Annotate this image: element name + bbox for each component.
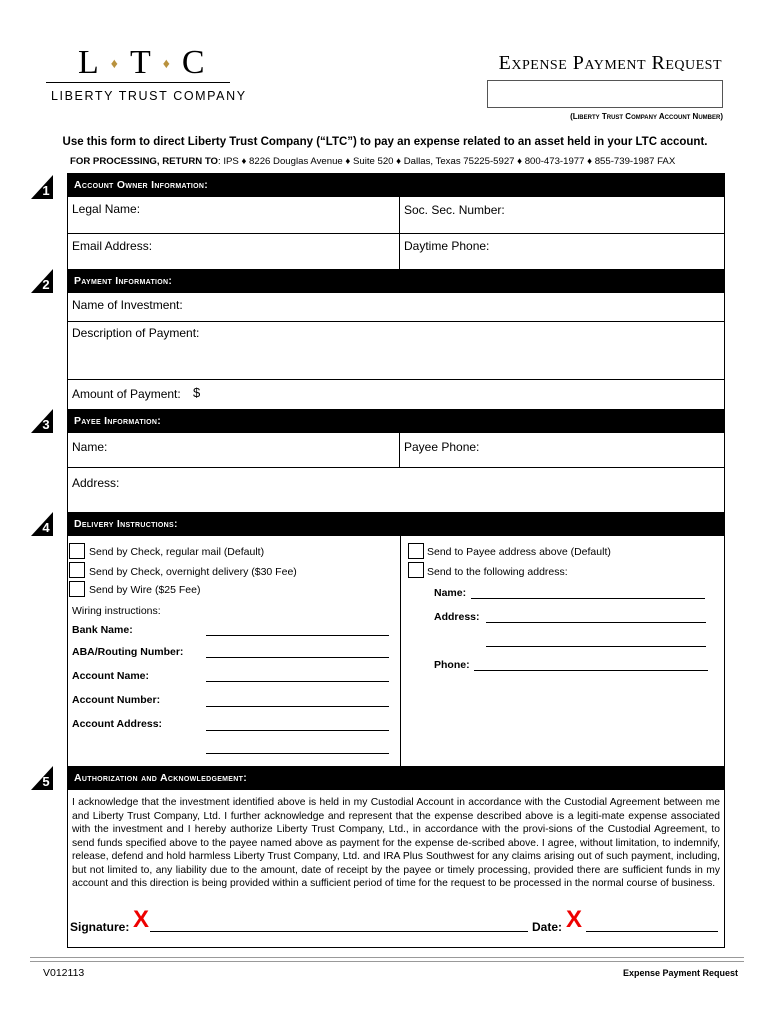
account-name-label: Account Name: (72, 670, 150, 682)
aba-line[interactable] (206, 657, 389, 658)
check-overnight-checkbox[interactable] (69, 562, 85, 578)
signature-x-mark: X (133, 906, 150, 933)
recipient-address-line-2[interactable] (486, 646, 706, 647)
section-number-badge (31, 175, 53, 199)
svg-text:4: 4 (42, 520, 50, 535)
recipient-name-label: Name: (434, 587, 467, 599)
section-number-badge (31, 409, 53, 433)
section-header-account-owner: Account Owner Information: (67, 173, 725, 197)
payee-name-label: Name: (72, 440, 108, 454)
section-header-payee: Payee Information: (67, 409, 725, 433)
daytime-phone-label: Daytime Phone: (404, 239, 490, 253)
account-number-field[interactable] (487, 80, 723, 108)
recipient-name-line[interactable] (471, 598, 705, 599)
email-label: Email Address: (72, 239, 153, 253)
bank-name-label: Bank Name: (72, 624, 133, 636)
logo (78, 44, 205, 82)
aba-label: ABA/Routing Number: (72, 646, 184, 658)
logo-letter: L (78, 44, 99, 81)
processing-details: : IPS ♦ 8226 Douglas Avenue ♦ Suite 520 ♦ Dallas, Texas 75225-5927 ♦ 800-473-1977 ♦ 855-739-1987 FAX (218, 156, 676, 167)
check-overnight-label: Send by Check, overnight delivery ($30 Fee) (89, 566, 297, 578)
date-label: Date: (532, 920, 563, 934)
authorization-text: I acknowledge that the investment identified above is held in my Custodial Account in accordance with the Custodial Agreement between me and Liberty Trust Company, Ltd. I further acknowledge and represent that the expense described above is a legiti-mate expense associated with the investment and I hereby authorize Liberty Trust Company, Ltd., in accordance with the provi-sions of the Custodial Agreement, to send funds specified above to the payee named above as payment for the expense de-scribed above. I agree, without limitation, to indemnify, release, defend and hold harmless Liberty Trust Company, Ltd. and IRA Plus Southwest for any claims arising out of such payment, including, but not limited to, any liability due to the amount, date of receipt by the payee or timely processing, provided there are sufficient funds in my account and this direction is being provided within a sufficient period of time for the request to be processed in the normal course of business. (72, 797, 720, 889)
account-name-line[interactable] (206, 681, 389, 682)
account-address-label: Account Address: (72, 718, 163, 730)
recipient-address-label: Address: (434, 611, 480, 623)
logo-diamond: ♦ (162, 57, 170, 73)
svg-text:1: 1 (42, 183, 50, 198)
svg-text:3: 3 (42, 417, 50, 432)
logo-letter: T (129, 44, 151, 81)
section-number-badge (31, 269, 53, 293)
wiring-instructions-label: Wiring instructions: (72, 605, 161, 617)
check-regular-label: Send by Check, regular mail (Default) (89, 546, 265, 558)
check-regular-checkbox[interactable] (69, 543, 85, 559)
date-x-mark: X (566, 906, 583, 933)
logo-letter: C (181, 44, 205, 81)
intro-text: Use this form to direct Liberty Trust Company (“LTC”) to pay an expense related to an asset held in your LTC account. (62, 136, 708, 148)
footer-divider (30, 961, 744, 962)
bank-name-line[interactable] (206, 635, 389, 636)
logo-diamond: ♦ (110, 57, 118, 73)
section-header-delivery: Delivery Instructions: (67, 512, 725, 536)
signature-label: Signature: (70, 920, 130, 934)
date-line[interactable] (586, 931, 718, 932)
processing-prefix: FOR PROCESSING, RETURN TO (70, 156, 219, 167)
divider (399, 433, 400, 467)
payment-description-label: Description of Payment: (72, 326, 200, 340)
account-number-line[interactable] (206, 706, 389, 707)
recipient-address-line[interactable] (486, 622, 706, 623)
recipient-phone-label: Phone: (434, 659, 470, 671)
divider (67, 379, 725, 380)
version-code: V012113 (43, 967, 85, 979)
payee-address-checkbox[interactable] (408, 543, 424, 559)
section-number-badge (31, 766, 53, 790)
divider (67, 467, 725, 468)
svg-text:5: 5 (42, 774, 50, 789)
signature-line[interactable] (150, 931, 528, 932)
account-number-label: Account Number: (72, 694, 161, 706)
svg-text:2: 2 (42, 277, 50, 292)
section-number-badge (31, 512, 53, 536)
legal-name-label: Legal Name: (72, 202, 141, 216)
page-title: Expense Payment Request (498, 52, 722, 74)
following-address-checkbox[interactable] (408, 562, 424, 578)
processing-address (70, 156, 675, 167)
account-address-line[interactable] (206, 730, 389, 731)
amount-label: Amount of Payment: (72, 387, 181, 401)
following-address-label: Send to the following address: (427, 566, 568, 578)
investment-name-label: Name of Investment: (72, 298, 183, 312)
ssn-label: Soc. Sec. Number: (404, 203, 505, 217)
footer-form-name: Expense Payment Request (622, 968, 738, 978)
wire-checkbox[interactable] (69, 581, 85, 597)
section-header-payment: Payment Information: (67, 269, 725, 293)
section-header-authorization: Authorization and Acknowledgement: (67, 766, 725, 790)
divider (67, 233, 725, 234)
recipient-phone-line[interactable] (474, 670, 708, 671)
dollar-sign: $ (193, 385, 201, 400)
divider (400, 536, 401, 766)
wire-label: Send by Wire ($25 Fee) (89, 584, 201, 596)
logo-divider (46, 82, 230, 83)
account-number-label: (Liberty Trust Company Account Number) (570, 112, 723, 121)
payee-address-label: Send to Payee address above (Default) (427, 546, 611, 558)
account-address-line-2[interactable] (206, 753, 389, 754)
logo-subtitle: LIBERTY TRUST COMPANY (51, 89, 247, 103)
footer-divider (30, 957, 744, 958)
divider (67, 321, 725, 322)
payee-address-label: Address: (72, 476, 120, 490)
payee-phone-label: Payee Phone: (404, 440, 480, 454)
